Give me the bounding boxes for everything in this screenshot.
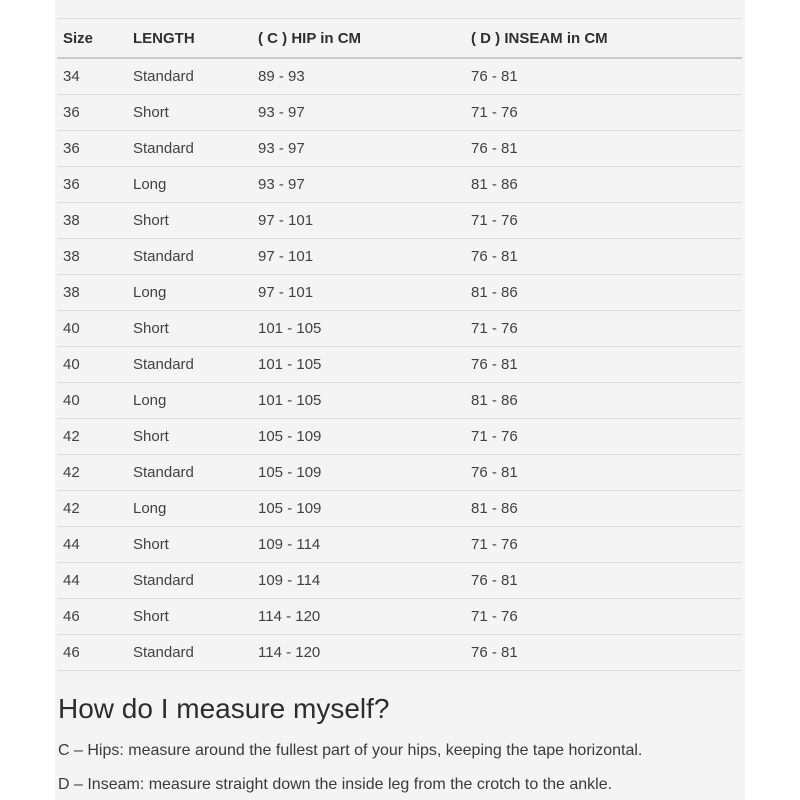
table-row: [57, 419, 742, 455]
table-cell-inseam: 81 - 86: [465, 167, 742, 203]
table-cell-size: 42: [57, 455, 127, 491]
table-row: [57, 527, 742, 563]
table-cell-length: Standard: [127, 347, 252, 383]
table-cell-length: Long: [127, 491, 252, 527]
table-cell-inseam: 76 - 81: [465, 58, 742, 95]
table-row: [57, 203, 742, 239]
table-cell-inseam: 76 - 81: [465, 347, 742, 383]
table-cell-size: 42: [57, 491, 127, 527]
table-cell-length: Short: [127, 527, 252, 563]
table-cell-inseam: 71 - 76: [465, 419, 742, 455]
table-cell-hip: 105 - 109: [252, 419, 465, 455]
column-header-hip: ( C ) HIP in CM: [252, 19, 465, 59]
table-cell-length: Short: [127, 419, 252, 455]
column-header-inseam: ( D ) INSEAM in CM: [465, 19, 742, 59]
table-cell-inseam: 81 - 86: [465, 491, 742, 527]
table-cell-length: Long: [127, 383, 252, 419]
size-guide-panel: [55, 0, 745, 800]
table-cell-inseam: 76 - 81: [465, 131, 742, 167]
table-cell-hip: 114 - 120: [252, 635, 465, 671]
table-cell-hip: 109 - 114: [252, 527, 465, 563]
table-cell-inseam: 71 - 76: [465, 311, 742, 347]
table-row: [57, 347, 742, 383]
table-cell-inseam: 76 - 81: [465, 455, 742, 491]
table-cell-hip: 105 - 109: [252, 455, 465, 491]
size-chart-table: [57, 18, 742, 671]
table-cell-hip: 105 - 109: [252, 491, 465, 527]
table-cell-hip: 114 - 120: [252, 599, 465, 635]
table-cell-length: Standard: [127, 239, 252, 275]
table-row: [57, 635, 742, 671]
table-cell-inseam: 76 - 81: [465, 635, 742, 671]
table-cell-length: Short: [127, 95, 252, 131]
instruction-inseam: D – Inseam: measure straight down the inside leg from the crotch to the ankle.: [58, 776, 613, 793]
table-cell-length: Standard: [127, 58, 252, 95]
table-row: [57, 599, 742, 635]
table-cell-hip: 101 - 105: [252, 383, 465, 419]
table-row: [57, 563, 742, 599]
table-cell-length: Short: [127, 311, 252, 347]
table-row: [57, 383, 742, 419]
table-cell-size: 44: [57, 563, 127, 599]
table-cell-size: 38: [57, 239, 127, 275]
table-row: [57, 275, 742, 311]
table-row: [57, 239, 742, 275]
table-cell-hip: 101 - 105: [252, 347, 465, 383]
table-cell-length: Standard: [127, 635, 252, 671]
table-cell-length: Short: [127, 599, 252, 635]
table-cell-size: 42: [57, 419, 127, 455]
table-row: [57, 58, 742, 95]
table-cell-hip: 97 - 101: [252, 203, 465, 239]
table-cell-size: 38: [57, 203, 127, 239]
table-cell-length: Standard: [127, 455, 252, 491]
table-cell-inseam: 76 - 81: [465, 239, 742, 275]
table-cell-length: Long: [127, 275, 252, 311]
table-row: [57, 311, 742, 347]
table-row: [57, 131, 742, 167]
table-cell-hip: 97 - 101: [252, 239, 465, 275]
table-cell-size: 46: [57, 599, 127, 635]
table-cell-hip: 89 - 93: [252, 58, 465, 95]
instruction-hips: C – Hips: measure around the fullest part of your hips, keeping the tape horizontal.: [58, 742, 643, 759]
size-chart-body: [57, 58, 742, 671]
table-cell-length: Short: [127, 203, 252, 239]
table-row: [57, 95, 742, 131]
table-cell-inseam: 71 - 76: [465, 203, 742, 239]
table-cell-length: Long: [127, 167, 252, 203]
column-header-length: LENGTH: [127, 19, 252, 59]
table-cell-size: 40: [57, 383, 127, 419]
table-cell-inseam: 71 - 76: [465, 527, 742, 563]
table-row: [57, 455, 742, 491]
table-cell-size: 38: [57, 275, 127, 311]
table-cell-inseam: 71 - 76: [465, 599, 742, 635]
column-header-size: Size: [57, 19, 127, 59]
table-cell-hip: 93 - 97: [252, 167, 465, 203]
size-chart-header: [57, 19, 742, 59]
table-cell-inseam: 81 - 86: [465, 275, 742, 311]
table-cell-inseam: 76 - 81: [465, 563, 742, 599]
table-cell-size: 36: [57, 131, 127, 167]
table-row: [57, 491, 742, 527]
header-row: [57, 19, 742, 59]
table-cell-hip: 97 - 101: [252, 275, 465, 311]
table-cell-size: 40: [57, 311, 127, 347]
table-cell-length: Standard: [127, 563, 252, 599]
table-cell-length: Standard: [127, 131, 252, 167]
table-cell-size: 36: [57, 95, 127, 131]
table-cell-inseam: 81 - 86: [465, 383, 742, 419]
table-cell-inseam: 71 - 76: [465, 95, 742, 131]
table-cell-hip: 93 - 97: [252, 131, 465, 167]
table-cell-hip: 109 - 114: [252, 563, 465, 599]
table-cell-size: 46: [57, 635, 127, 671]
table-cell-size: 34: [57, 58, 127, 95]
table-cell-size: 40: [57, 347, 127, 383]
table-cell-size: 44: [57, 527, 127, 563]
table-cell-hip: 101 - 105: [252, 311, 465, 347]
table-cell-hip: 93 - 97: [252, 95, 465, 131]
measure-section-heading: How do I measure myself?: [58, 693, 390, 724]
table-cell-size: 36: [57, 167, 127, 203]
table-row: [57, 167, 742, 203]
